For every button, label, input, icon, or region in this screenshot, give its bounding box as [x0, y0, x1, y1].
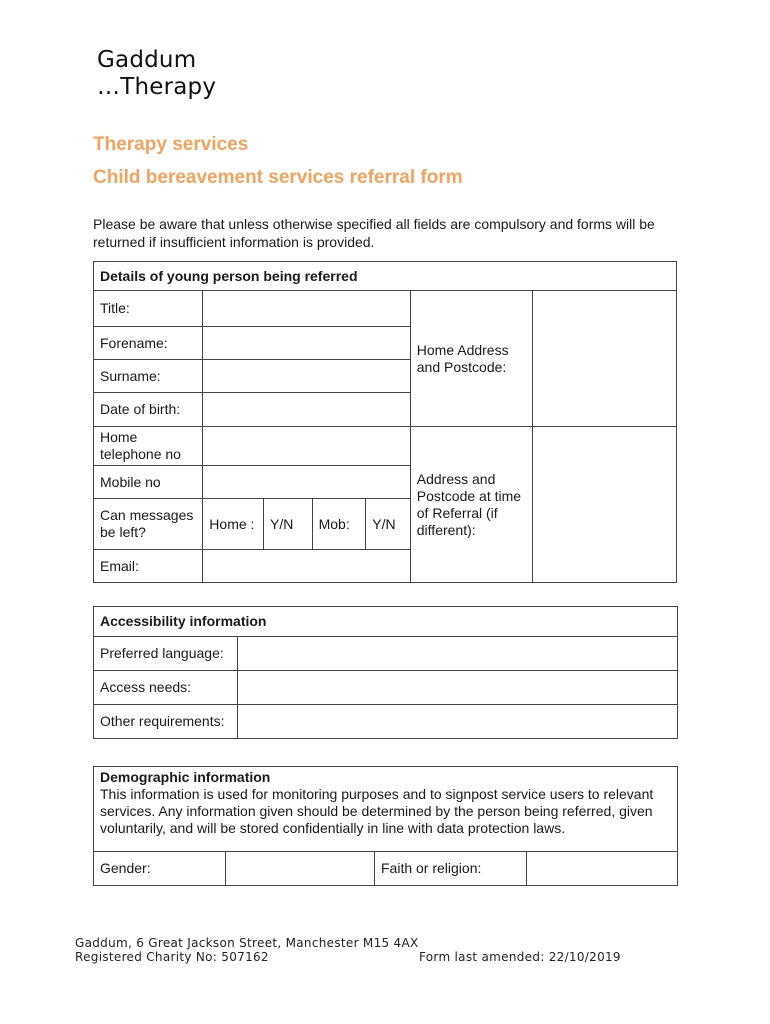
messages-label: Can messages be left? — [94, 499, 203, 550]
surname-label: Surname: — [94, 360, 203, 393]
demographic-intro-cell — [94, 767, 678, 852]
referral-address-label: Address and Postcode at time of Referral (if different): — [410, 427, 532, 583]
home-messages-label: Home : — [203, 499, 264, 550]
logo-line-2: …Therapy — [97, 74, 217, 100]
mob-messages-yn[interactable]: Y/N — [366, 499, 411, 550]
email-label: Email: — [94, 550, 203, 583]
dob-label: Date of birth: — [94, 393, 203, 427]
logo-line-1: Gaddum — [97, 47, 197, 73]
demographic-table — [93, 766, 678, 886]
demographic-header: Demographic information — [100, 769, 271, 785]
intro-text: Please be aware that unless otherwise specified all fields are compulsory and forms will be returned if insufficient information is provided. — [93, 216, 655, 250]
footer-amended: Form last amended: 22/10/2019 — [419, 950, 621, 964]
title-field[interactable] — [203, 291, 410, 327]
title-label: Title: — [94, 291, 203, 327]
dob-field[interactable] — [203, 393, 410, 427]
gaddum-logo — [97, 47, 216, 101]
accessibility-header: Accessibility information — [94, 607, 678, 637]
forename-field[interactable] — [203, 327, 410, 360]
mobile-label: Mobile no — [94, 466, 203, 499]
access-needs-field[interactable] — [238, 671, 678, 705]
access-needs-label: Access needs: — [94, 671, 238, 705]
referral-address-field[interactable] — [533, 427, 677, 583]
young-person-table — [93, 261, 677, 583]
language-label: Preferred language: — [94, 637, 238, 671]
demographic-description: This information is used for monitoring purposes and to signpost service users to relevant services. Any information given should be determined by the person being referred, given voluntarily, and will be stored confidentially in line with data protection laws. — [100, 786, 654, 836]
language-field[interactable] — [238, 637, 678, 671]
page-heading: Therapy services — [93, 134, 249, 155]
home-telephone-field[interactable] — [203, 427, 410, 466]
faith-label: Faith or religion: — [375, 852, 527, 886]
forename-label: Forename: — [94, 327, 203, 360]
other-requirements-field[interactable] — [238, 705, 678, 739]
other-requirements-label: Other requirements: — [94, 705, 238, 739]
mob-messages-label: Mob: — [312, 499, 366, 550]
footer-address: Gaddum, 6 Great Jackson Street, Manchester M15 4AX — [75, 936, 419, 950]
surname-field[interactable] — [203, 360, 410, 393]
accessibility-table — [93, 606, 678, 739]
home-messages-yn[interactable]: Y/N — [264, 499, 313, 550]
gender-label: Gender: — [94, 852, 226, 886]
form-title: Child bereavement services referral form — [93, 167, 463, 188]
home-address-field[interactable] — [533, 291, 677, 427]
home-address-label: Home Address and Postcode: — [410, 291, 532, 427]
home-telephone-label: Home telephone no — [94, 427, 203, 466]
gender-field[interactable] — [226, 852, 375, 886]
young-person-header: Details of young person being referred — [94, 262, 677, 291]
email-field[interactable] — [203, 550, 410, 583]
footer-charity: Registered Charity No: 507162 — [75, 950, 269, 964]
faith-field[interactable] — [527, 852, 678, 886]
mobile-field[interactable] — [203, 466, 410, 499]
